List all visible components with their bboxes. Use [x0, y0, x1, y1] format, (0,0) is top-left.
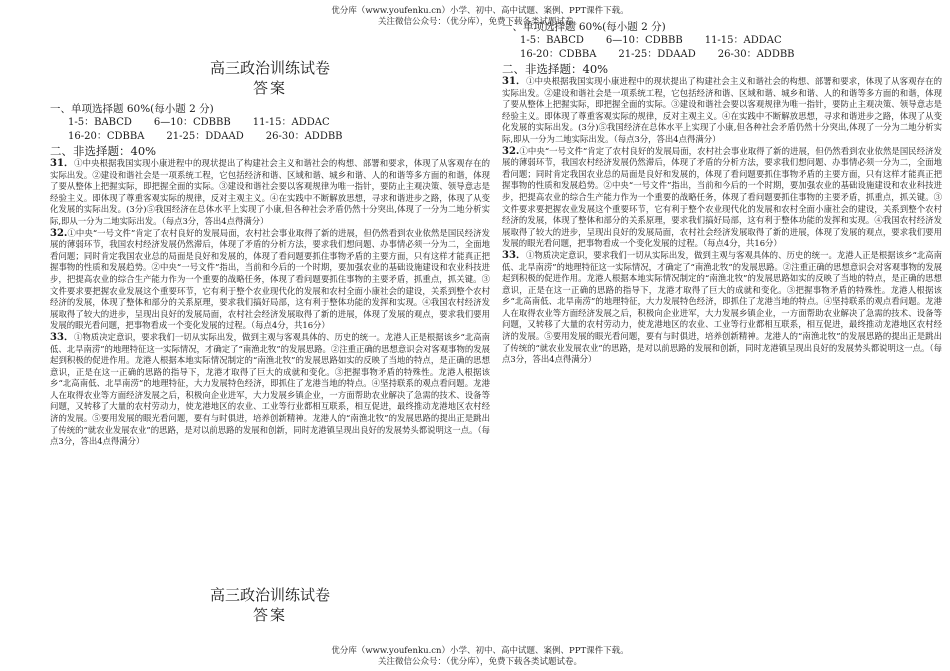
answer-group: 16-20：CDBBA	[520, 49, 597, 60]
question-number: 33．	[502, 249, 526, 261]
question-number: 31．	[502, 76, 527, 87]
answer-group: 6—10：CDBBB	[605, 35, 683, 46]
page-title: 高三政治训练试卷	[209, 59, 330, 77]
section-1-heading: 一、单项选择题 60%(每小题 2 分)	[50, 103, 214, 115]
answer-text: ①中央“一号文件”肯定了农村良好的发展局面，农村社会事业取得了新的进展，但仍然看到农业依然是国民经济发展的薄弱环节，我国农村经济发展仍然滞后，体现了矛盾的分析方法，要求我们想问题、办事情必须一分为二，全面地看问题；同时肯定我国农业总的局面是良好和发展的，体现了看问题要抓住事物矛盾的主要方面，只有这样才能真正把握事物的性质和发展趋势。②中央“一号文件”指出，当前和今后的一个时期，要加强农业的基础设施建设和农业科技进步，把提高农业的综合生产能力作为一个重要的战略任务，体现了看问题要抓住事物的主要矛盾，抓重点，抓关键。③文件要求要把握农业发展这个重要环节，它有利于整个农业现代化的发展和农村全面小康社会的建设，关系到整个农村经济的发展，体现了整体和部分的关系原理，要求我们搞好局部，这有利于整体功能的发挥和实现。④我国农村经济发展取得了较大的进步，呈现出良好的发展局面，农村社会经济发展取得了新的进展，体现了发展的观点，要求我们要用发展的眼光看问题，把事物看成一个变化发展的过程。（每点4分，共16分）	[502, 145, 942, 249]
page-subtitle: 答案	[252, 606, 287, 624]
answer-group: 21-25：DDAAD	[166, 131, 244, 142]
answer-row-2	[520, 48, 942, 62]
answer-group: 21-25：DDAAD	[618, 49, 696, 60]
answer-group: 6—10：CDBBB	[153, 117, 231, 128]
banner-line-1: 优分库（www.youfenku.cn）小学、初中、高中试题、案例、PPT课件下载。	[331, 646, 629, 656]
right-column	[502, 20, 942, 366]
page-subtitle: 答案	[252, 79, 287, 97]
section-2-heading: 二、非选择题：40%	[502, 62, 609, 76]
next-page-header	[50, 585, 490, 629]
section-1-heading: 一、单项选择题 60%(每小题 2 分)	[502, 21, 666, 33]
answer-text: ①物质决定意识，要求我们一切从实际出发，做到主观与客观具体的、历史的统一。龙港人正是根据该乡“北高南低、北旱南涝”的地理特征这一实际情况，才确定了“南渔北牧”的发展思路。②注重正确的思想意识会对客观事物的发展起到积极的促进作用。龙港人根据本地实际情况制定的“南渔北牧”的发展思路如实的反映了当地的特点，是正确的思想意识，正是在这一正确的思路的指导下，龙港才取得了巨大的成就和变化。③把握事物矛盾的特殊性。龙港人根据该乡“北高南低、北旱南涝”的地理特征，大力发展特色经济，即抓住了龙港当地的特点。④坚持联系的观点看问题。龙港人在取得农业等方面经济发展之后，积极向企业进军，大力发展乡镇企业，一方面帮助农业解决了急需的技术、设备等问题，又转移了大量的农村劳动力，使龙港地区的农业、工业等行业都相互联系，相互促进，最终推动龙港地区农村经济的发展。⑤要用发展的眼光看问题，要有与时俱进，培养创新精神。龙港人的“南渔北牧”的发展思路的提出正是跳出了传统的“就农业发展农业”的思路，是对以前思路的发展和创新，同时龙港镇呈现出良好的发展势头都说明这一点。（每点3分，答出4点得满分）	[50, 331, 491, 447]
banner-line-2: 关注微信公众号：（优分库），免费下载各类试题试卷。	[377, 17, 582, 27]
answer-group: 26-30：ADDBB	[265, 131, 343, 142]
answer-group: 1-5：BABCD	[68, 117, 132, 128]
question-number: 32.	[50, 227, 68, 239]
question-number: 31．	[50, 158, 75, 169]
answer-group: 26-30：ADDBB	[717, 49, 795, 60]
answer-row-1	[68, 116, 490, 130]
answer-text: ①中央“一号文件”肯定了农村良好的发展局面，农村社会事业取得了新的进展，但仍然看到农业依然是国民经济发展的薄弱环节，我国农村经济发展仍然滞后，体现了矛盾的分析方法，要求我们想问题、办事情必须一分为二，全面地看问题；同时肯定我国农业总的局面是良好和发展的，体现了看问题要抓住事物矛盾的主要方面，只有这样才能真正把握事物的性质和发展趋势。②中央“一号文件”指出，当前和今后的一个时期，要加强农业的基础设施建设和农业科技进步，把提高农业的综合生产能力作为一个重要的战略任务，体现了看问题要抓住事物的主要矛盾，抓重点，抓关键。③文件要求要把握农业发展这个重要环节，它有利于整个农业现代化的发展和农村全面小康社会的建设，关系到整个农村经济的发展，体现了整体和部分的关系原理，要求我们搞好局部，这有利于整体功能的发挥和实现。④我国农村经济发展取得了较大的进步，呈现出良好的发展局面，农村社会经济发展取得了新的进展，体现了发展的观点，要求我们要用发展的眼光看问题，把事物看成一个变化发展的过程。（每点4分，共16分）	[50, 227, 490, 331]
answer-text: ①物质决定意识，要求我们一切从实际出发，做到主观与客观具体的、历史的统一。龙港人正是根据该乡“北高南低、北旱南涝”的地理特征这一实际情况，才确定了“南渔北牧”的发展思路。②注重正确的思想意识会对客观事物的发展起到积极的促进作用。龙港人根据本地实际情况制定的“南渔北牧”的发展思路如实的反映了当地的特点，是正确的思想意识，正是在这一正确的思路的指导下，龙港才取得了巨大的成就和变化。③把握事物矛盾的特殊性。龙港人根据该乡“北高南低、北旱南涝”的地理特征，大力发展特色经济，即抓住了龙港当地的特点。④坚持联系的观点看问题。龙港人在取得农业等方面经济发展之后，积极向企业进军，大力发展乡镇企业，一方面帮助农业解决了急需的技术、设备等问题，又转移了大量的农村劳动力，使龙港地区的农业、工业等行业都相互联系，相互促进，最终推动龙港地区农村经济的发展。⑤要用发展的眼光看问题，要有与时俱进，培养创新精神。龙港人的“南渔北牧”的发展思路的提出正是跳出了传统的“就农业发展农业”的思路，是对以前思路的发展和创新，同时龙港镇呈现出良好的发展势头都说明这一点。（每点3分，答出4点得满分）	[502, 249, 943, 365]
section-2-heading: 二、非选择题：40%	[50, 144, 157, 158]
answer-group: 16-20：CDBBA	[68, 131, 145, 142]
answer-row-2	[68, 130, 490, 144]
footer-banner	[300, 646, 660, 668]
answer-text: ①中央根据我国实现小康进程中的现状提出了构建社会主义和谐社会的构想、部署和要求，体现了从客观存在的实际出发。②建设和谐社会是一项系统工程，它包括经济和谐、区域和谐、城乡和谐、人的和谐等多方面的和谐，体现了要从整体上把握实际，即把握全面的实际。③建设和谐社会要以客观规律为唯一指针，要防止主观决策、领导意志是经验主义。即体现了尊重客观实际的规律，反对主观主义。④在实践中不断解放思想，寻求和谐进步之路，体现了从变化发展的实际出发。(3分)⑤我国经济在总体水平上实现了小康,但各种社会矛盾仍然十分突出,体现了一分为二地分析实际,即从一分为二地实际出发。（每点3分，答出4点得满分）	[50, 158, 491, 226]
answer-row-1	[520, 34, 942, 48]
banner-line-1: 优分库（www.youfenku.cn）小学、初中、高中试题、案例、PPT课件下载。	[331, 6, 629, 16]
question-32-answer	[502, 146, 942, 250]
question-31-answer	[502, 76, 942, 146]
answer-group: 11-15：ADDAC	[704, 35, 782, 46]
question-number: 32.	[502, 145, 520, 157]
question-33-answer	[50, 332, 490, 448]
question-31-answer	[50, 158, 490, 228]
question-number: 33．	[50, 331, 74, 343]
answer-text: ①中央根据我国实现小康进程中的现状提出了构建社会主义和谐社会的构想、部署和要求，体现了从客观存在的实际出发。②建设和谐社会是一项系统工程，它包括经济和谐、区域和谐、城乡和谐、人的和谐等多方面的和谐，体现了要从整体上把握实际，即把握全面的实际。③建设和谐社会要以客观规律为唯一指针，要防止主观决策、领导意志是经验主义。即体现了尊重客观实际的规律，反对主观主义。④在实践中不断解放思想，寻求和谐进步之路，体现了从变化发展的实际出发。(3分)⑤我国经济在总体水平上实现了小康,但各种社会矛盾仍然十分突出,体现了一分为二地分析实际,即从一分为二地实际出发。（每点3分，答出4点得满分）	[502, 76, 943, 144]
question-32-answer	[50, 228, 490, 332]
answer-group: 11-15：ADDAC	[252, 117, 330, 128]
answer-group: 1-5：BABCD	[520, 35, 584, 46]
page-title: 高三政治训练试卷	[209, 586, 330, 604]
left-column	[50, 58, 490, 448]
banner-line-2: 关注微信公众号：（优分库），免费下载各类试题试卷。	[377, 657, 582, 667]
question-33-answer	[502, 250, 942, 366]
